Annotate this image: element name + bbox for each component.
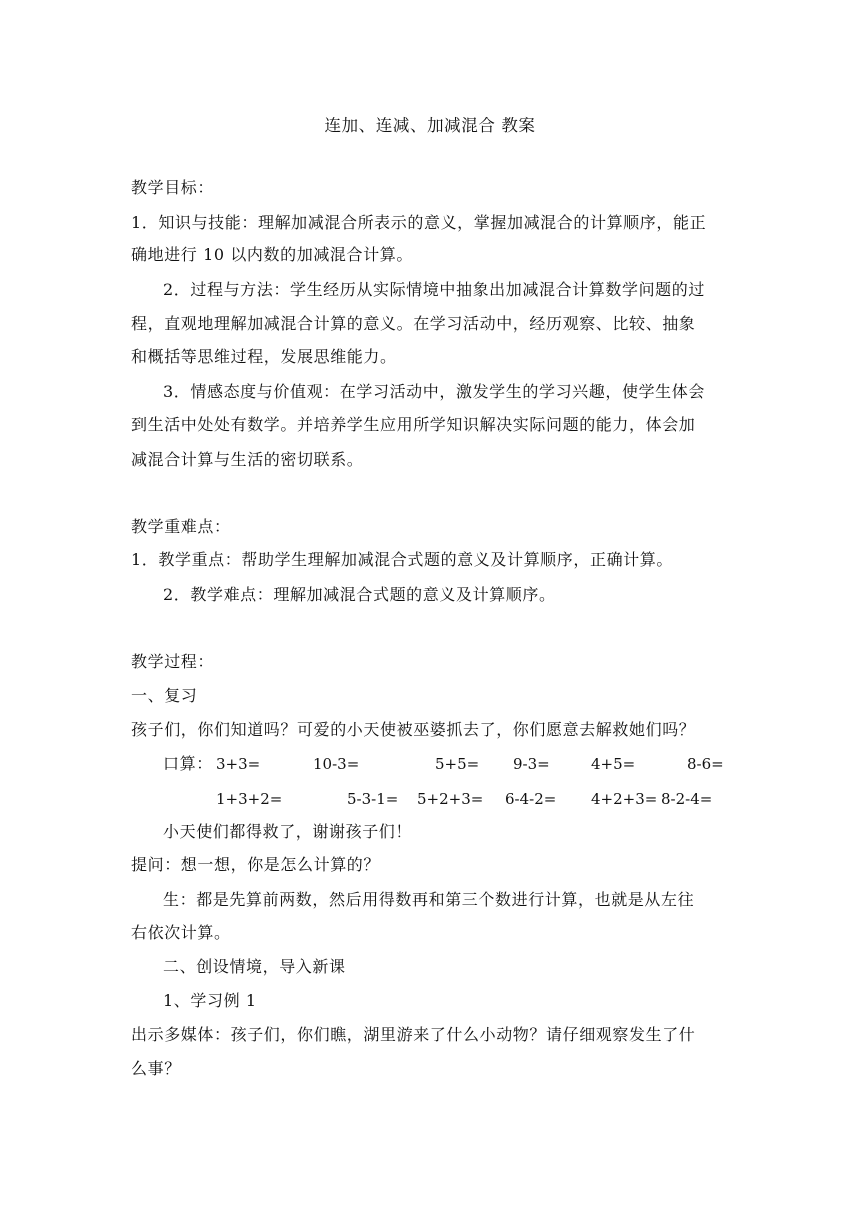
review-intro: 孩子们，你们知道吗？可爱的小天使被巫婆抓去了，你们愿意去解救她们吗？ (131, 720, 696, 739)
example-heading: 1、学习例 1 (163, 991, 257, 1010)
process-heading: 教学过程： (131, 652, 215, 671)
objective-1-line-1: 1．知识与技能：理解加减混合所表示的意义，掌握加减混合的计算顺序，能正 (131, 213, 707, 232)
new-lesson-heading: 二、创设情境，导入新课 (163, 957, 346, 976)
saved-text: 小天使们都得救了，谢谢孩子们！ (163, 822, 413, 841)
objective-2-line-2: 程，直观地理解加减混合计算的意义。在学习活动中，经历观察、比较、抽象 (131, 314, 696, 333)
question-text: 提问：想一想，你是怎么计算的？ (131, 855, 381, 874)
student-answer-line-2: 右依次计算。 (131, 923, 231, 942)
objective-1-line-2: 确地进行 10 以内数的加减混合计算。 (131, 245, 413, 264)
calc-item: 5+5= (435, 755, 480, 773)
media-line-1: 出示多媒体：孩子们，你们瞧，湖里游来了什么小动物？请仔细观察发生了什 (131, 1025, 696, 1044)
calc-item: 6-4-2= (505, 790, 557, 808)
calc-item: 9-3= (513, 755, 550, 773)
objective-3-line-3: 减混合计算与生活的密切联系。 (131, 450, 364, 469)
calc-item: 8-2-4= (661, 790, 713, 808)
calc-item: 1+3+2= (216, 790, 283, 808)
key-points-heading: 教学重难点： (131, 517, 231, 536)
oral-calc-label: 口算： (163, 754, 213, 773)
calc-item: 8-6= (687, 755, 724, 773)
calc-item: 5-3-1= (347, 790, 399, 808)
objective-3-line-2: 到生活中处处有数学。并培养学生应用所学知识解决实际问题的能力，体会加 (131, 415, 696, 434)
student-answer-line-1: 生：都是先算前两数，然后用得数再和第三个数进行计算，也就是从左往 (163, 890, 695, 909)
calc-item: 10-3= (313, 755, 360, 773)
objective-2-line-1: 2．过程与方法：学生经历从实际情境中抽象出加减混合计算数学问题的过 (163, 280, 705, 299)
media-line-2: 么事？ (131, 1059, 181, 1078)
calc-item: 4+5= (591, 755, 636, 773)
objective-2-line-3: 和概括等思维过程，发展思维能力。 (131, 347, 397, 366)
objectives-heading: 教学目标： (131, 178, 215, 197)
calc-item: 5+2+3= (417, 790, 484, 808)
key-point-2: 2．教学难点：理解加减混合式题的意义及计算顺序。 (163, 585, 556, 604)
calc-item: 3+3= (216, 755, 261, 773)
review-heading: 一、复习 (131, 686, 198, 705)
document-title: 连加、连减、加减混合 教案 (324, 116, 536, 135)
objective-3-line-1: 3．情感态度与价值观：在学习活动中，激发学生的学习兴趣，使学生体会 (163, 382, 705, 401)
calc-item: 4+2+3= (591, 790, 658, 808)
key-point-1: 1．教学重点：帮助学生理解加减混合式题的意义及计算顺序，正确计算。 (131, 550, 673, 569)
